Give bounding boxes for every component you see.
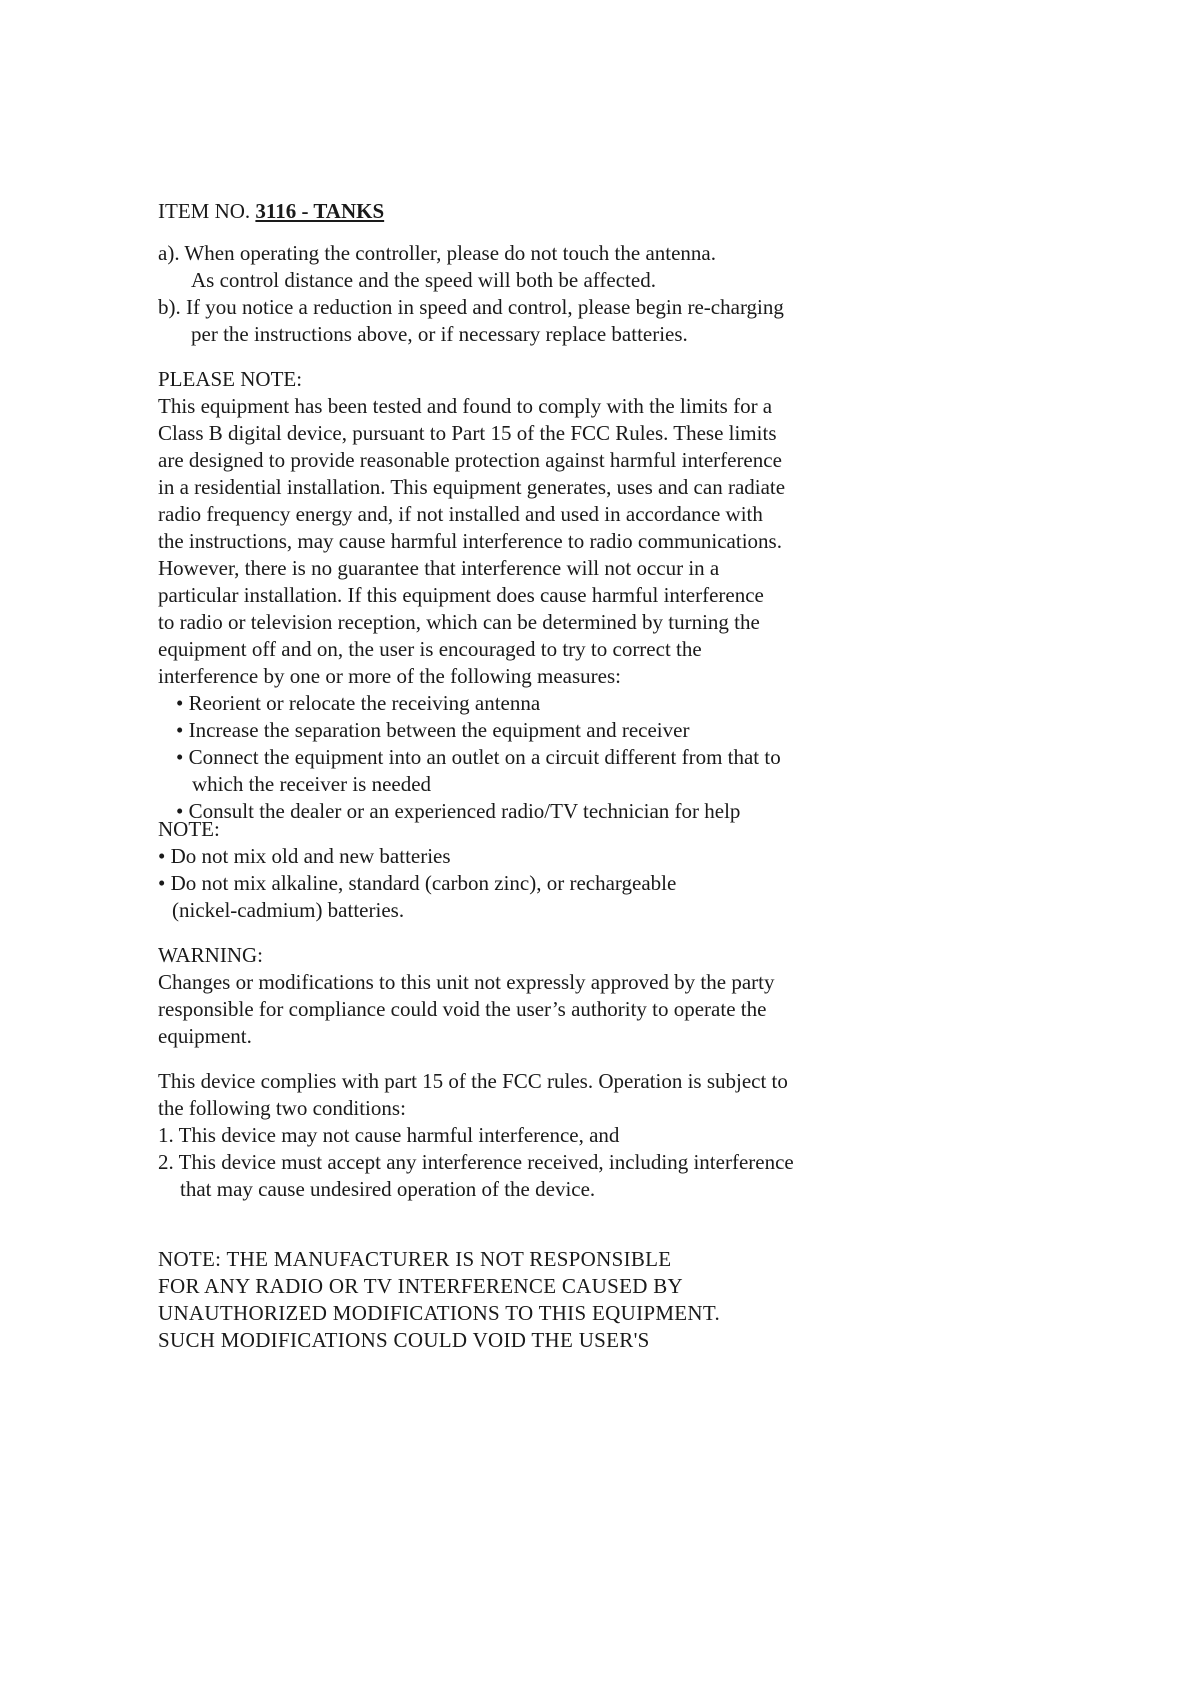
compliance-line: the following two conditions: xyxy=(158,1096,406,1120)
item-prefix: ITEM NO. xyxy=(158,199,256,223)
fcc-compliance-section xyxy=(158,1068,878,1203)
warning-line: Changes or modifications to this unit not expressly approved by the party xyxy=(158,970,775,994)
please-note-section xyxy=(158,366,878,825)
compliance-item: 2. This device must accept any interference received, including interference xyxy=(158,1150,794,1174)
measure-bullet: • Increase the separation between the equipment and receiver xyxy=(158,717,878,744)
please-note-line: Class B digital device, pursuant to Part 15 of the FCC Rules. These limits xyxy=(158,421,777,445)
please-note-line: the instructions, may cause harmful interference to radio communications. xyxy=(158,529,782,553)
disclaimer-line: FOR ANY RADIO OR TV INTERFERENCE CAUSED BY xyxy=(158,1274,684,1298)
please-note-line: to radio or television reception, which can be determined by turning the xyxy=(158,610,760,634)
please-note-line: are designed to provide reasonable protection against harmful interference xyxy=(158,448,782,472)
warning-section xyxy=(158,942,878,1050)
battery-bullet-continuation: (nickel-cadmium) batteries. xyxy=(172,898,405,922)
please-note-line: equipment off and on, the user is encouraged to try to correct the xyxy=(158,637,702,661)
measure-bullet-continuation: which the receiver is needed xyxy=(192,772,432,796)
battery-bullet: • Do not mix old and new batteries xyxy=(158,843,878,870)
instruction-a-line1: a). When operating the controller, please do not touch the antenna. xyxy=(158,241,716,265)
battery-note-section xyxy=(158,816,878,924)
measure-bullet: • Connect the equipment into an outlet on a circuit different from that to xyxy=(158,744,878,771)
item-title xyxy=(158,198,878,225)
item-code: 3116 - TANKS xyxy=(255,199,385,223)
please-note-line: in a residential installation. This equipment generates, uses and can radiate xyxy=(158,475,786,499)
disclaimer-line: SUCH MODIFICATIONS COULD VOID THE USER'S xyxy=(158,1328,650,1352)
instruction-b-line1: b). If you notice a reduction in speed and control, please begin re-charging xyxy=(158,295,784,319)
please-note-line: interference by one or more of the following measures: xyxy=(158,664,621,688)
warning-heading: WARNING: xyxy=(158,943,263,967)
operation-instructions xyxy=(158,240,878,348)
disclaimer-line: NOTE: THE MANUFACTURER IS NOT RESPONSIBLE xyxy=(158,1247,672,1271)
compliance-item: 1. This device may not cause harmful interference, and xyxy=(158,1123,620,1147)
measure-bullet: • Reorient or relocate the receiving antenna xyxy=(158,690,878,717)
compliance-item-continuation: that may cause undesired operation of the device. xyxy=(180,1177,596,1201)
please-note-line: This equipment has been tested and found to comply with the limits for a xyxy=(158,394,773,418)
battery-bullet: • Do not mix alkaline, standard (carbon zinc), or rechargeable xyxy=(158,870,878,897)
instruction-b-line2: per the instructions above, or if necessary replace batteries. xyxy=(191,322,688,346)
compliance-line: This device complies with part 15 of the FCC rules. Operation is subject to xyxy=(158,1069,788,1093)
please-note-line: However, there is no guarantee that interference will not occur in a xyxy=(158,556,720,580)
disclaimer-line: UNAUTHORIZED MODIFICATIONS TO THIS EQUIPMENT. xyxy=(158,1301,721,1325)
warning-line: equipment. xyxy=(158,1024,252,1048)
manufacturer-disclaimer xyxy=(158,1246,878,1354)
note-heading: NOTE: xyxy=(158,817,220,841)
instruction-a-line2: As control distance and the speed will both be affected. xyxy=(191,268,656,292)
please-note-heading: PLEASE NOTE: xyxy=(158,367,303,391)
please-note-line: particular installation. If this equipment does cause harmful interference xyxy=(158,583,764,607)
warning-line: responsible for compliance could void the user’s authority to operate the xyxy=(158,997,767,1021)
measure-bullet: • Consult the dealer or an experienced radio/TV technician for help xyxy=(158,798,878,825)
please-note-line: radio frequency energy and, if not installed and used in accordance with xyxy=(158,502,763,526)
